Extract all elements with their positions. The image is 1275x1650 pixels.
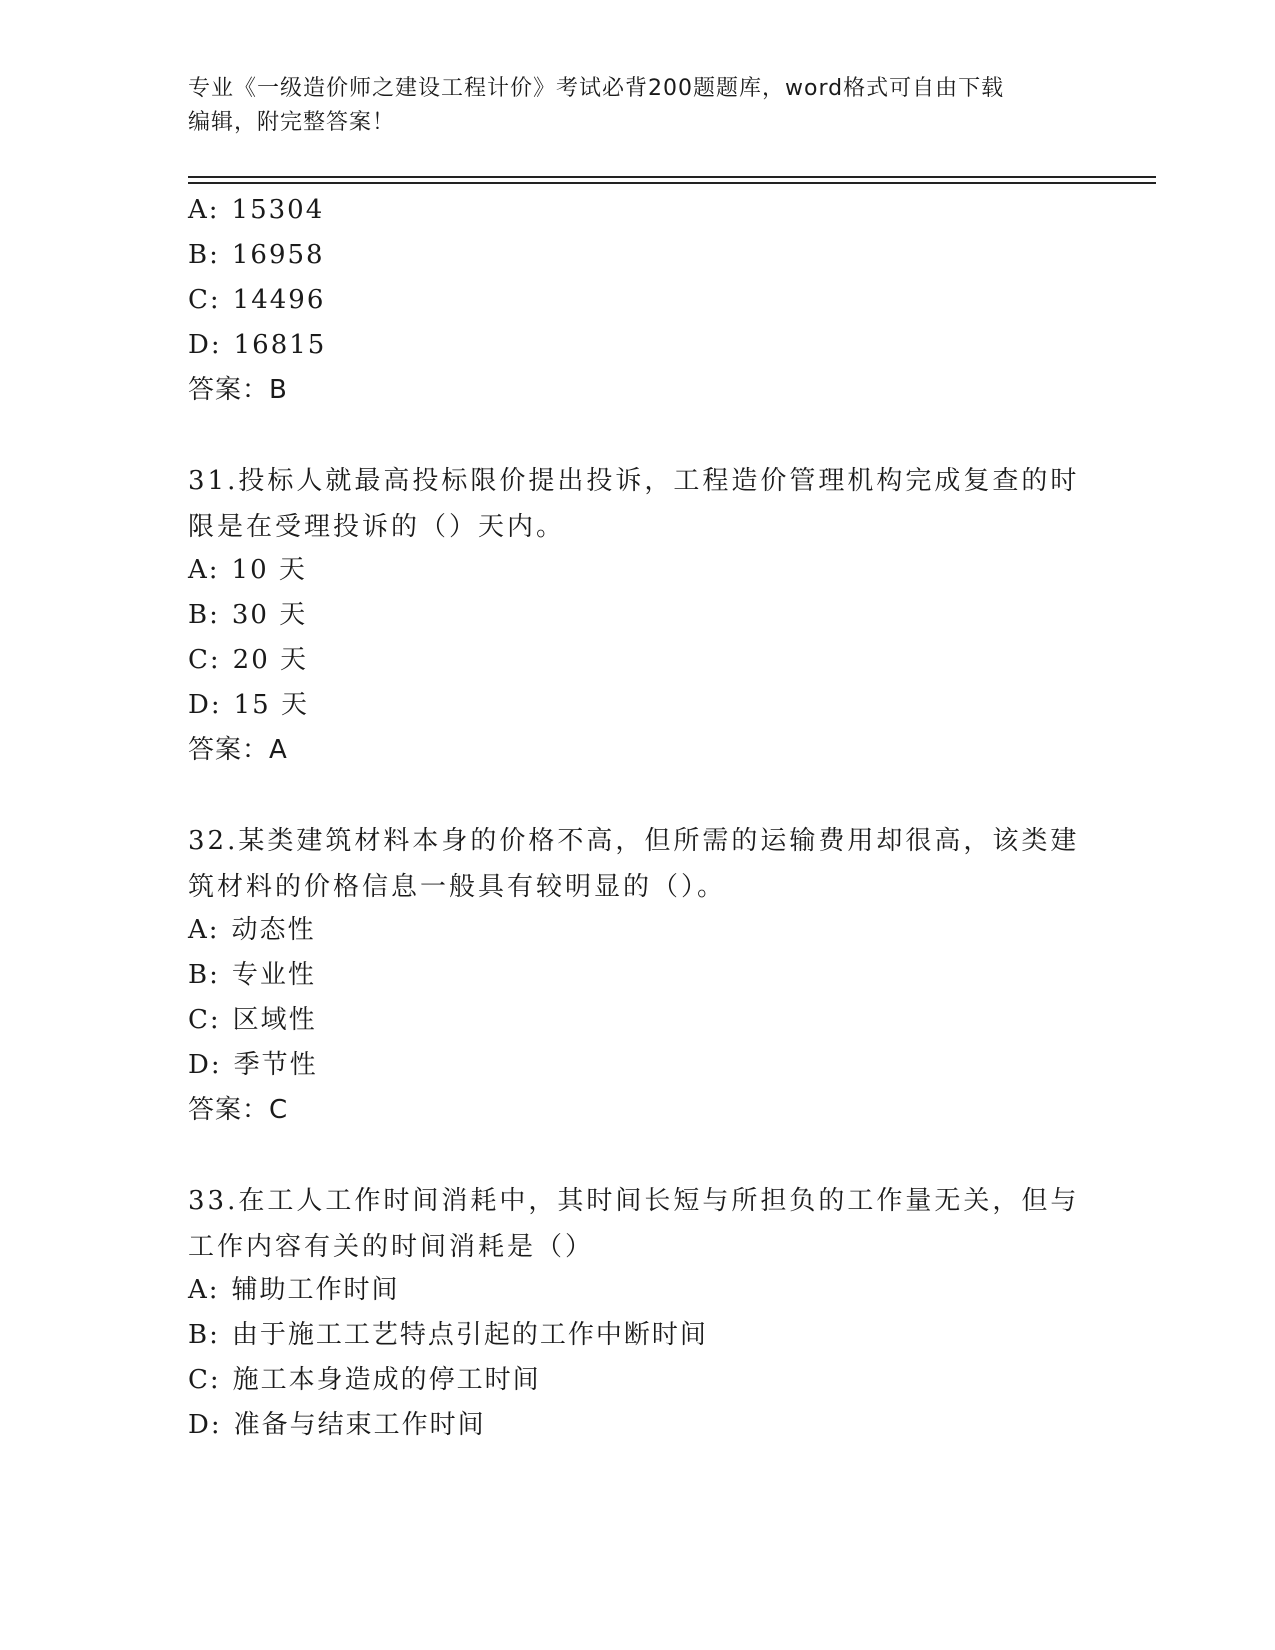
option-label: B: [188,960,220,990]
q32-option-b [188,957,316,993]
option-label: D: [188,330,222,360]
q33-option-a [188,1272,400,1308]
option-label: C: [188,645,221,675]
prev-answer: 答案：B [188,375,288,405]
option-text: 10 天 [231,555,307,585]
q32-option-c [188,1002,317,1038]
option-label: D: [188,1050,222,1080]
option-label: C: [188,1005,221,1035]
question-line: 31.投标人就最高投标限价提出投诉，工程造价管理机构完成复查的时 [188,466,1080,496]
q33-option-d [188,1407,486,1443]
option-label: A: [188,1275,220,1305]
header-divider-bottom [188,182,1156,184]
q33-question [188,1178,1088,1270]
option-text: 动态性 [231,915,316,945]
option-label: A: [188,915,220,945]
question-line: 工作内容有关的时间消耗是（） [188,1232,595,1262]
option-text: 16958 [231,240,325,270]
option-label: C: [188,285,221,315]
q31-question [188,458,1088,550]
question-line: 32.某类建筑材料本身的价格不高，但所需的运输费用却很高，该类建 [188,826,1080,856]
option-label: A: [188,195,220,225]
option-text: 辅助工作时间 [231,1275,400,1305]
option-text: 20 天 [232,645,309,675]
question-line: 筑材料的价格信息一般具有较明显的（）。 [188,872,727,902]
q31-option-c [188,642,308,678]
q33-option-b [188,1317,708,1353]
q31-answer: 答案：A [188,735,288,765]
option-text: 16815 [233,330,327,360]
q32-answer: 答案：C [188,1095,289,1125]
option-text: 准备与结束工作时间 [233,1410,486,1440]
prev-option-b [188,237,325,273]
header-divider-top [188,176,1156,178]
option-text: 30 天 [231,600,308,630]
q31-option-a [188,552,307,588]
option-label: D: [188,690,222,720]
option-text: 15304 [231,195,325,225]
option-label: B: [188,240,220,270]
option-text: 区域性 [232,1005,317,1035]
option-text: 季节性 [233,1050,318,1080]
q31-option-b [188,597,307,633]
q32-question [188,818,1088,910]
option-text: 专业性 [231,960,316,990]
option-text: 15 天 [233,690,309,720]
option-label: C: [188,1365,221,1395]
q32-option-d [188,1047,318,1083]
header-line-1: 专业《一级造价师之建设工程计价》考试必背200题题库，word格式可自由下载 [188,76,1005,101]
question-line: 限是在受理投诉的（）天内。 [188,512,566,542]
header-line-2: 编辑，附完整答案！ [188,110,396,135]
q31-option-d [188,687,309,723]
prev-option-a [188,192,324,228]
option-label: B: [188,1320,220,1350]
prev-option-c [188,282,325,318]
option-text: 14496 [232,285,326,315]
document-header [188,72,1088,140]
option-label: A: [188,555,220,585]
option-label: B: [188,600,220,630]
question-line: 33.在工人工作时间消耗中，其时间长短与所担负的工作量无关，但与 [188,1186,1080,1216]
option-text: 由于施工工艺特点引起的工作中断时间 [231,1320,708,1350]
option-text: 施工本身造成的停工时间 [232,1365,541,1395]
option-label: D: [188,1410,222,1440]
prev-option-d [188,327,326,363]
q33-option-c [188,1362,541,1398]
q32-option-a [188,912,316,948]
